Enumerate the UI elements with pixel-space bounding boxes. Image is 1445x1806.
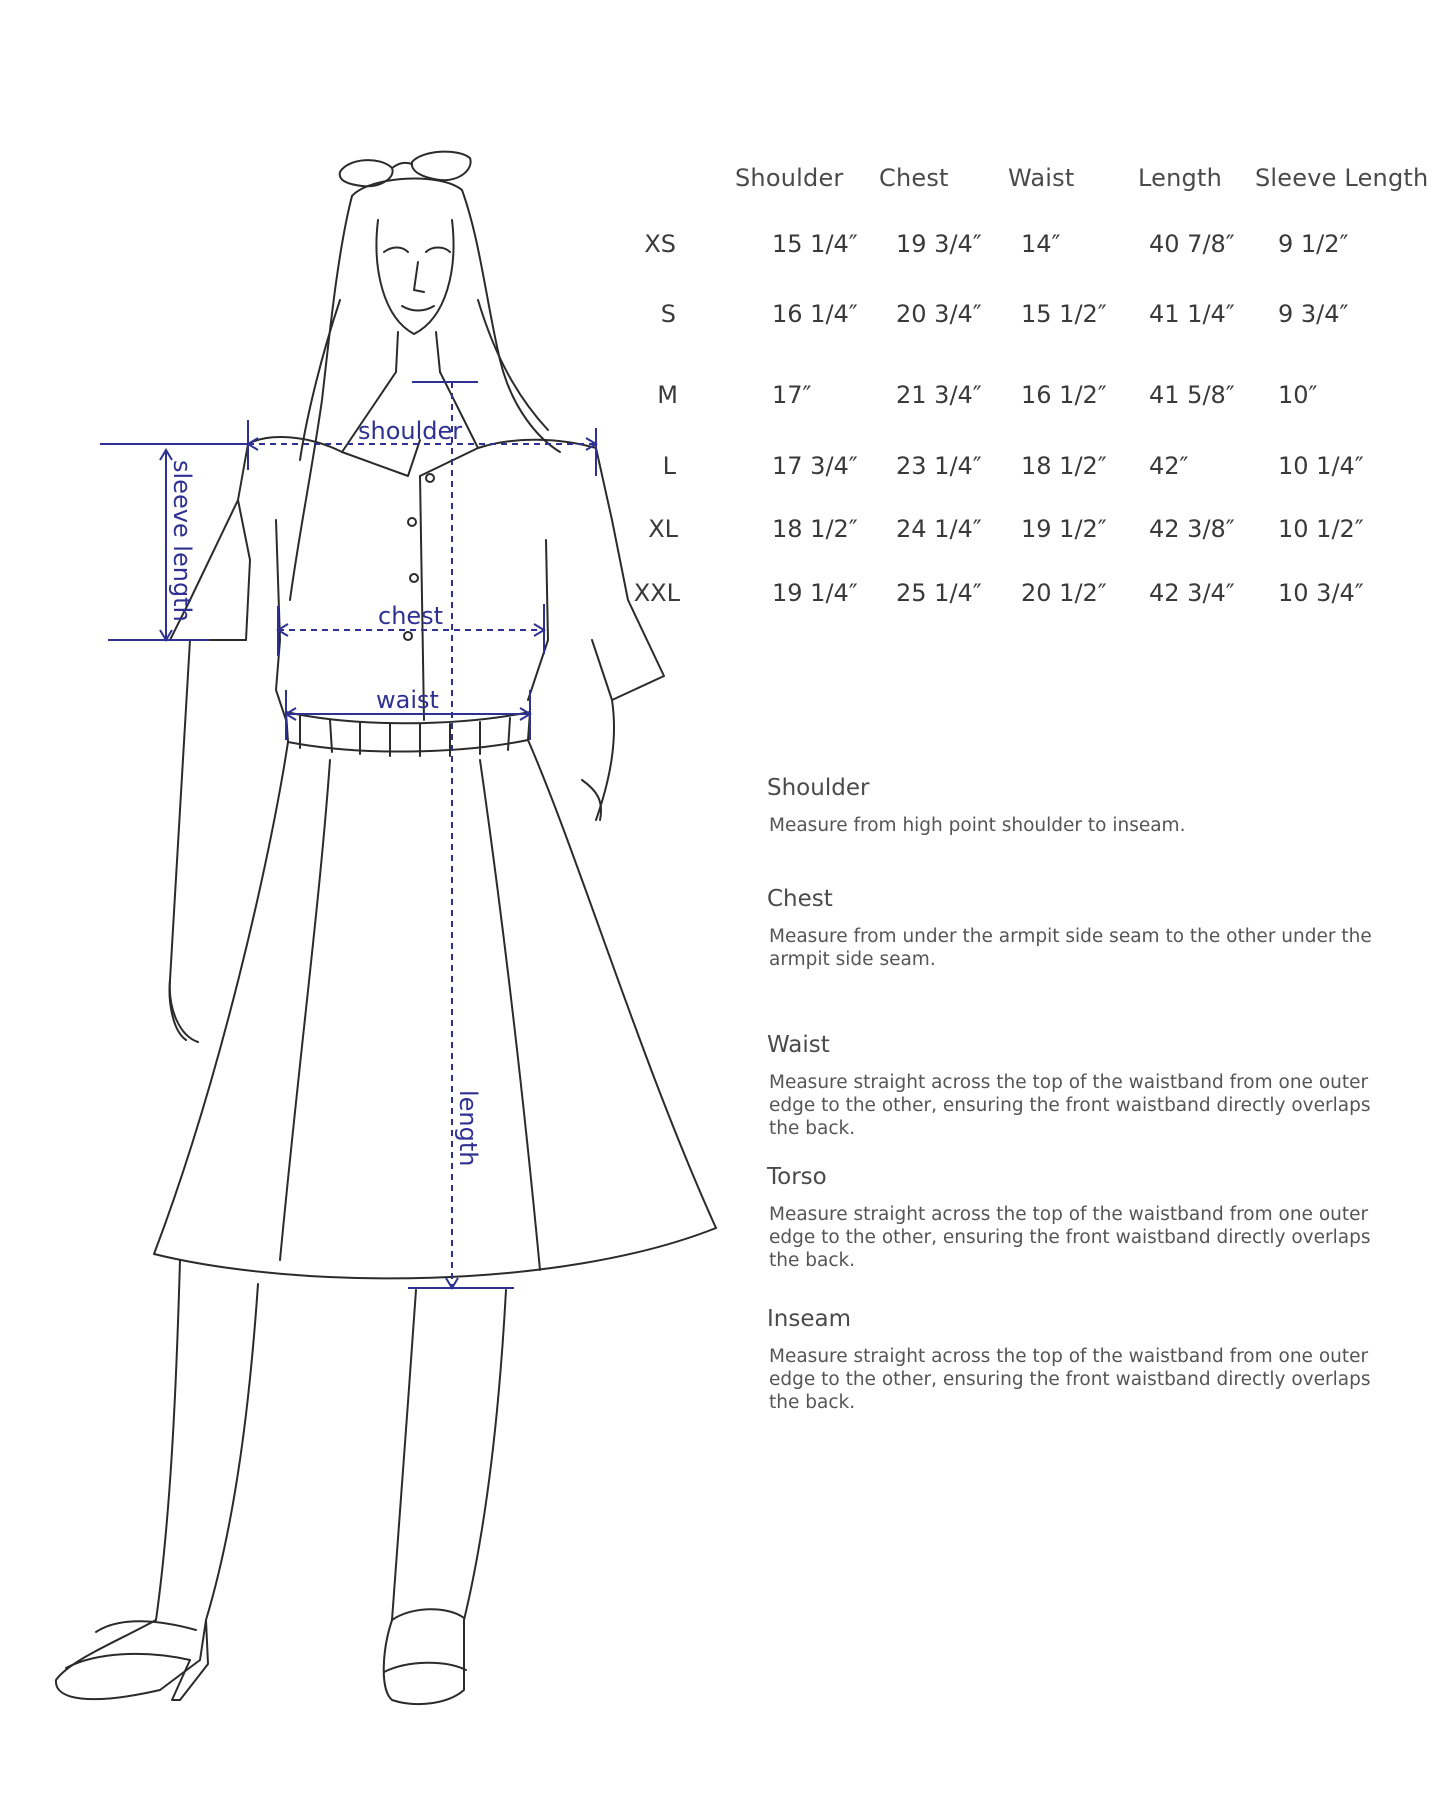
column-header-sleeve-length: Sleeve Length <box>1255 164 1429 192</box>
table-cell: 42″ <box>1149 452 1189 480</box>
guide-title-shoulder: Shoulder <box>767 775 870 801</box>
table-cell: 19 3/4″ <box>896 230 982 258</box>
table-cell: 15 1/2″ <box>1021 300 1107 328</box>
size-label: XL <box>648 515 678 543</box>
table-row <box>620 579 1440 609</box>
table-cell: 18 1/2″ <box>1021 452 1107 480</box>
guide-text-torso: Measure straight across the top of the waistband from one outer edge to the other, ensuring the front waistband directly overlaps the back. <box>769 1204 1371 1271</box>
table-row <box>620 381 1440 411</box>
guide-text-shoulder: Measure from high point shoulder to inseam. <box>769 815 1186 836</box>
table-cell: 10″ <box>1278 381 1318 409</box>
table-cell: 41 1/4″ <box>1149 300 1235 328</box>
table-cell: 41 5/8″ <box>1149 381 1235 409</box>
label-waist: waist <box>376 686 439 714</box>
table-cell: 10 3/4″ <box>1278 579 1364 607</box>
table-cell: 9 1/2″ <box>1278 230 1349 258</box>
size-chart-table <box>620 0 1440 640</box>
table-cell: 23 1/4″ <box>896 452 982 480</box>
table-cell: 18 1/2″ <box>772 515 858 543</box>
guide-title-inseam: Inseam <box>767 1306 851 1332</box>
table-cell: 25 1/4″ <box>896 579 982 607</box>
table-row <box>620 230 1440 260</box>
size-label: XXL <box>633 579 680 607</box>
table-cell: 14″ <box>1021 230 1061 258</box>
column-header-chest: Chest <box>879 164 949 192</box>
table-cell: 15 1/4″ <box>772 230 858 258</box>
table-cell: 19 1/4″ <box>772 579 858 607</box>
table-row <box>620 300 1440 330</box>
size-label: M <box>657 381 678 409</box>
guide-title-waist: Waist <box>767 1032 830 1058</box>
table-cell: 9 3/4″ <box>1278 300 1349 328</box>
table-cell: 17″ <box>772 381 812 409</box>
size-label: L <box>662 452 676 480</box>
table-cell: 16 1/2″ <box>1021 381 1107 409</box>
label-length: length <box>454 1090 482 1167</box>
table-cell: 24 1/4″ <box>896 515 982 543</box>
label-sleeve-length: sleeve length <box>168 460 196 622</box>
table-row <box>620 452 1440 482</box>
table-cell: 40 7/8″ <box>1149 230 1235 258</box>
guide-text-waist: Measure straight across the top of the waistband from one outer edge to the other, ensuring the front waistband directly overlaps the back. <box>769 1072 1371 1139</box>
table-cell: 21 3/4″ <box>896 381 982 409</box>
label-shoulder: shoulder <box>358 417 463 445</box>
guide-title-torso: Torso <box>767 1164 827 1190</box>
size-label: S <box>660 300 676 328</box>
guide-title-chest: Chest <box>767 886 833 912</box>
table-row <box>620 515 1440 545</box>
size-label: XS <box>644 230 676 258</box>
table-cell: 42 3/8″ <box>1149 515 1235 543</box>
column-header-shoulder: Shoulder <box>735 164 844 192</box>
column-header-waist: Waist <box>1008 164 1075 192</box>
table-cell: 19 1/2″ <box>1021 515 1107 543</box>
guide-text-chest: Measure from under the armpit side seam to the other under the armpit side seam. <box>769 926 1372 970</box>
table-cell: 20 3/4″ <box>896 300 982 328</box>
table-cell: 20 1/2″ <box>1021 579 1107 607</box>
table-cell: 16 1/4″ <box>772 300 858 328</box>
table-cell: 42 3/4″ <box>1149 579 1235 607</box>
label-chest: chest <box>378 602 444 630</box>
table-cell: 10 1/4″ <box>1278 452 1364 480</box>
column-header-length: Length <box>1138 164 1222 192</box>
table-cell: 10 1/2″ <box>1278 515 1364 543</box>
table-cell: 17 3/4″ <box>772 452 858 480</box>
guide-text-inseam: Measure straight across the top of the waistband from one outer edge to the other, ensuring the front waistband directly overlaps the back. <box>769 1346 1371 1413</box>
